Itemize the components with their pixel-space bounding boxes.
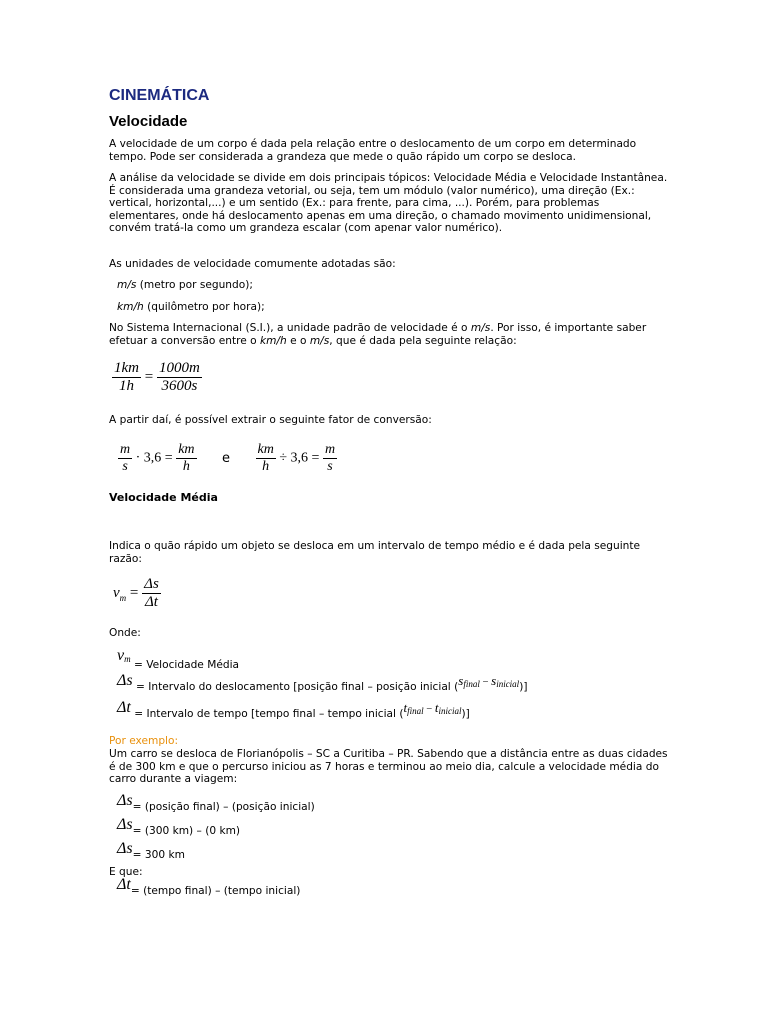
- unit-item-ms: [117, 279, 253, 292]
- paragraph-units: As unidades de velocidade comumente adotadas são:: [109, 258, 396, 270]
- average-velocity-equation: $v_m$ = $\frac{\Delta s}{\Delta t}$: [113, 576, 159, 610]
- unit-description: (quilômetro por hora);: [143, 301, 265, 313]
- example-label: Por exemplo:: [109, 735, 179, 747]
- solution-step-2: Δs= (300 km) – (0 km): [117, 816, 241, 837]
- conversion-relation-equation: $\frac{1km}{1h}$ = $\frac{1000m}{3600s}$: [114, 360, 200, 394]
- conversion-factor-equation: $\frac{m}{s}$ · 3,6 = $\frac{km}{h}$ e $\frac{km}{h}$ ÷ 3,6 = $\frac{m}{s}$: [120, 442, 336, 474]
- unit-description: (metro por segundo);: [136, 279, 253, 291]
- paragraph-average-velocity: Indica o quão rápido um objeto se desloca em um intervalo de tempo médio e é dada pela seguinte razão:: [109, 540, 641, 565]
- solution-step-3: Δs= 300 km: [117, 840, 185, 861]
- definition-vm: $v_m$ = Velocidade Média: [117, 647, 240, 671]
- where-label: Onde:: [109, 627, 141, 639]
- unit-symbol: km/h: [117, 301, 144, 313]
- paragraph-factor: A partir daí, é possível extrair o seguinte fator de conversão:: [109, 414, 432, 426]
- solution-step-1: Δs= (posição final) – (posição inicial): [117, 792, 315, 813]
- paragraph-si: No Sistema Internacional (S.I.), a unidade padrão de velocidade é o m/s. Por isso, é importante saber efetuar a conversão entre o km/h e o m/s, que é dada pela seguinte relação:: [109, 322, 647, 347]
- unit-item-kmh: [117, 301, 265, 314]
- paragraph-analysis: A análise da velocidade se divide em dois principais tópicos: Velocidade Média e Velocidade Instantânea. É considerada uma grandeza vetorial, ou seja, tem um módulo (valor numérico), uma direção (Ex.: vertical, horizontal,...) e um sentido (Ex.: para frente, para cima, ...). Porém, para problemas elementares, onde há deslocamento apenas em uma direção, o chamado movimento unidimensional, convém tratá-la como um grandeza escalar (com apenar valor numérico).: [109, 172, 668, 235]
- paragraph-example: Um carro se desloca de Florianópolis – SC a Curitiba – PR. Sabendo que a distância entre as duas cidades é de 300 km e que o percurso iniciou as 7 horas e terminou ao meio dia, calcule a velocidade média do carro durante a viagem:: [109, 748, 668, 786]
- unit-symbol: m/s: [117, 279, 137, 291]
- definition-delta-t: Δt = Intervalo de tempo [tempo final – tempo inicial $(t_{final} - t_{inicial})$]: [117, 699, 470, 720]
- and-that-label: E que:: [109, 866, 143, 878]
- subsection-title: Velocidade Média: [109, 491, 218, 504]
- solution-step-4: Δt= (tempo final) – (tempo inicial): [117, 876, 301, 897]
- definition-delta-s: Δs = Intervalo do deslocamento [posição final – posição inicial $(s_{final} - s_{inicial})$]: [117, 672, 528, 693]
- paragraph-intro: A velocidade de um corpo é dada pela relação entre o deslocamento de um corpo em determinado tempo. Pode ser considerada a grandeza que mede o quão rápido um corpo se desloca.: [109, 138, 637, 163]
- section-title: Velocidade: [109, 113, 188, 130]
- page-title: CINEMÁTICA: [109, 87, 210, 104]
